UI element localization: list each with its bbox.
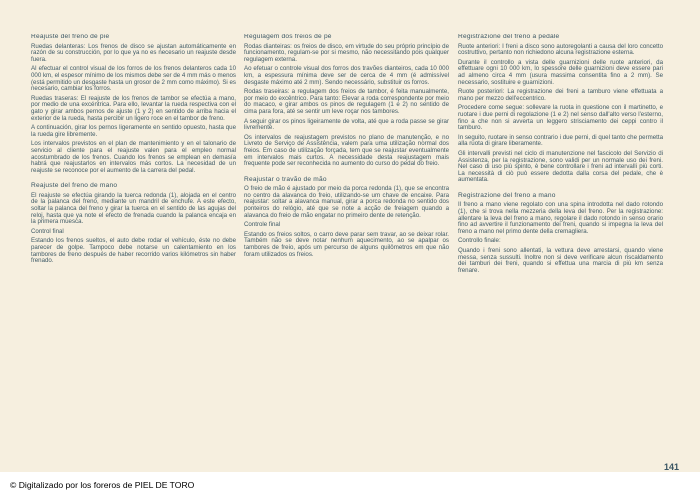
paragraph: Gli intervalli previsti nel ciclo di manutenzione nel fascicolo del Servizio di Assistenza, per la registrazione, sono validi per un normale uso dei freni. Nel caso di uso più spinto, è bene controllare i freni ad intervalli più corti. La necessità di ciò può essere dedotta dalla corsa del pedale, che è aumentata. bbox=[458, 149, 663, 184]
paragraph: O freio de mão é ajustado por meio da porca redonda (1), que se encontra no centro da alavanca do freio, utilizando-se um chave de encaixe. Para reajustar: soltar a alavanca manual, girar a porca redonda no sentido dos ponteiros do relógio, até que se note a acção de freiagem quando a alavanca do freio de mão engatar no primeiro dente de retenção. bbox=[244, 185, 449, 219]
paragraph: Il freno a mano viene regolato con una spina introdotta nel dado rotondo (1), che si trova nella mezzeria della leva del freno. Per la registrazione: allentare la leva del freno a mano, regolare il dado rotondo in senso orario fino ad avvertire il funzionamento dei freni, quando si impegna la leva del freno a mano nel primo dente della cremagliera. bbox=[458, 201, 663, 235]
section-heading: Regulagem dos freios de pé bbox=[244, 34, 332, 40]
paragraph: Controllo finale: bbox=[458, 237, 501, 245]
paragraph: Procedere come segue: sollevare la ruota in questione con il martinetto, e ruotare i due perni di regolazione (1 e 2) nel senso dall'alto verso l'esterno, fino a che non si avverta un leggero strisciamento dei ceppi contro il tamburo. bbox=[458, 104, 663, 132]
column-italian bbox=[458, 34, 663, 469]
paragraph: Ruedas delanteras: Los frenos de disco se ajustan automáticamente en razón de su construcción, por lo que ya no es necesario un reajuste desde fuera. bbox=[31, 42, 236, 63]
paragraph: Ruedas traseras: El reajuste de los frenos de tambor se efectúa a mano, por medio de una excéntrica. Para ello, levantar la rueda respectiva con el gato y girar ambos pernos de ajuste (1 y 2) en sentido de arriba hacia el exterior de la rueda, hasta percibir un ligero roce en el tambor de freno. bbox=[31, 94, 236, 122]
paragraph: Estando os freios soltos, o carro deve parar sem travar, ao se deixar rolar. Também não se deve notar nenhum aquecimento, ao se apalpar os tambores de freio, após um percurso de alguns quilômetros em que não foram utilizados os freios. bbox=[244, 230, 449, 258]
paragraph: In seguito, ruotare in senso contrario i due perni, di quel tanto che permetta alla ruota di girare liberamente. bbox=[458, 133, 663, 148]
column-portuguese bbox=[244, 34, 449, 469]
section-heading: Reajuste del freno de mano bbox=[31, 182, 118, 190]
paragraph: Control final bbox=[31, 227, 64, 235]
footer-bar bbox=[0, 472, 700, 493]
paragraph: Al efectuar el control visual de los forros de los frenos delanteros cada 10 000 km, el espesor mínimo de los mismos debe ser de 4 mm más o menos (está permitido un desgaste hasta un grosor de 2 mm como máximo). Si es necesario, cambiar los forros. bbox=[31, 65, 236, 93]
paragraph: Los intervalos previstos en el plan de mantenimiento y en el talonario de servicio al cliente para el reajuste valen para el empleo normal acostumbrado de los frenos. Cuando los frenos se emplean en demasía habrá que reajustarlos en intervalos más cortos. La necesidad de un reajuste se reconoce por el aumento de la carrera del pedal. bbox=[31, 140, 236, 174]
paragraph: El reajuste se efectúa girando la tuerca redonda (1), alojada en el centro de la palanca del freno, mediante un mandril de enchufe. A este efecto, soltar la palanca del freno y girar la tuerca en el sentido de las agujas del reloj, hasta que ya note el efecto de frenada cuando la palanca encaja en la primera muesca. bbox=[31, 191, 236, 226]
section-heading: Reajuste del freno de pie bbox=[31, 34, 110, 40]
paragraph: Ruote anteriori: I freni a disco sono autoregolanti a causa del loro concetto costruttivo, pertanto non richiedono alcuna registrazione esterna. bbox=[458, 42, 663, 57]
paragraph: Ao efetuar o controle visual dos forros dos travões dianteiros, cada 10 000 km, a espessura mínima deve ser de cerca de 4 mm (é admissível desgaste máximo até 2 mm). Sendo necessário, substituir os forros. bbox=[244, 65, 449, 86]
paragraph: Controle final bbox=[244, 221, 281, 229]
paragraph: Rodas dianteiras: os freios de disco, em virtude do seu próprio princípio de funcionamento, regulam-se por si mesmo, não necessitando pois qualquer regulagem externa. bbox=[244, 42, 449, 63]
paragraph: Quando i freni sono allentati, la vettura deve arrestarsi, quando viene messa, senza sussulti. Inoltre non si deve verificare alcun riscaldamento dei tamburi dei freni, quando si effettua una marcia di più km senza frenare. bbox=[458, 247, 663, 274]
footer-credit: © Digitalizado por los foreros de PIEL DE TORO bbox=[10, 480, 195, 490]
section-heading: Registrazione del freno a mano bbox=[458, 191, 556, 199]
section-heading: Registrazione del freno a pedale bbox=[458, 34, 560, 40]
paragraph: Durante il controllo a vista delle guarnizioni delle ruote anteriori, da effettuare ogni 10 000 km, lo spessore delle guarnizioni deve essere pari ad almeno circa 4 mm (usura massima consentita fino a 2 mm). Se necessario, sostituire e guarnizioni. bbox=[458, 58, 663, 86]
page-number: 141 bbox=[664, 462, 680, 472]
column-spanish bbox=[31, 34, 236, 469]
section-heading: Reajustar o travão de mão bbox=[244, 175, 327, 183]
paragraph: Os intervalos de reajustagem previstos no plano de manutenção, e no Livreto de Serviço de Assistência, valem para uma utilização normal dos freios. Em caso de utilização forçada, tem que se reajustar eventualmente em intervalos mais curtos. A necessidade desta reajustagem mais frequente pode ser reconhecida no aumento do curso do pedal do freio. bbox=[244, 133, 449, 168]
paragraph: Ruote posteriori: La registrazione dei freni a tamburo viene effettuata a mano per mezzo dell'eccentrico. bbox=[458, 88, 663, 102]
paragraph: Rodas traseiras: a regulagem dos freios de tambor, é feita manualmente, por meio do excêntrico. Para tanto: Elevar a roda correspondente por meio do macaco, e girar ambos os pinos de regulagem (1 e 2) no sentido de cima para fora, até se sentir um leve roçar nos tambores. bbox=[244, 88, 449, 115]
paragraph: A continuación, girar los pernos ligeramente en sentido opuesto, hasta que la rueda gire libremente. bbox=[31, 124, 236, 138]
paragraph: A seguir girar os pinos ligeiramente de volta, até que a roda passe se girar livremente. bbox=[244, 117, 449, 132]
paragraph: Estando los frenos sueltos, el auto debe rodar el vehículo, éste no debe parecer de golpe. Tampoco debe notarse un calentamiento en los tambores de freno después de haber recorrido varios kilómetros sin haber frenado. bbox=[31, 237, 236, 265]
